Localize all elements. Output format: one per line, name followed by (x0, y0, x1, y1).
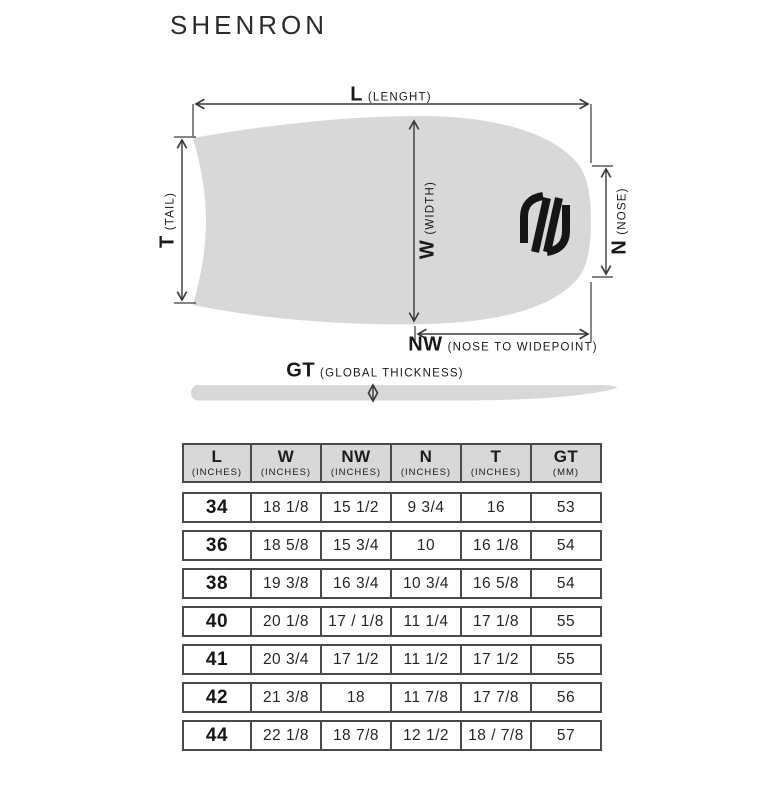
size-cell: 9 3/4 (392, 492, 462, 523)
column-unit: (INCHES) (470, 466, 522, 478)
size-cell: 54 (532, 568, 602, 599)
dim-label-width (417, 181, 440, 259)
size-cell: 55 (532, 644, 602, 675)
size-cell: 38 (182, 568, 252, 599)
size-row-34 (182, 492, 602, 523)
size-cell: 41 (182, 644, 252, 675)
size-row-36 (182, 530, 602, 561)
dim-abbr-width: W (416, 239, 439, 260)
dim-unit-width: (WIDTH) (424, 180, 437, 235)
size-cell: 17 7/8 (462, 682, 532, 713)
size-cell: 11 7/8 (392, 682, 462, 713)
column-unit: (INCHES) (191, 466, 243, 478)
size-cell: 16 5/8 (462, 568, 532, 599)
size-cell: 17 / 1/8 (322, 606, 392, 637)
size-cell: 11 1/2 (392, 644, 462, 675)
size-cell: 16 3/4 (322, 568, 392, 599)
board-outline (193, 116, 591, 324)
size-cell: 34 (182, 492, 252, 523)
dim-label-tail (157, 192, 180, 248)
size-cell: 11 1/4 (392, 606, 462, 637)
column-abbr: N (419, 447, 433, 467)
column-unit: (INCHES) (330, 466, 382, 478)
size-cell: 36 (182, 530, 252, 561)
size-cell: 42 (182, 682, 252, 713)
column-header-NW (322, 443, 392, 483)
size-cell: 18 / 7/8 (462, 720, 532, 751)
size-cell: 15 3/4 (322, 530, 392, 561)
size-cell: 17 1/2 (462, 644, 532, 675)
size-row-44 (182, 720, 602, 751)
dim-label-nose-to-widepoint (408, 334, 598, 357)
size-cell: 57 (532, 720, 602, 751)
column-unit: (INCHES) (260, 466, 312, 478)
size-cell: 10 3/4 (392, 568, 462, 599)
size-cell: 19 3/8 (252, 568, 322, 599)
board-profile (191, 385, 617, 401)
size-cell: 12 1/2 (392, 720, 462, 751)
size-row-40 (182, 606, 602, 637)
size-cell: 21 3/8 (252, 682, 322, 713)
size-cell: 17 1/2 (322, 644, 392, 675)
dim-label-global-thickness (286, 360, 463, 383)
column-abbr: GT (553, 447, 579, 467)
column-abbr: L (211, 447, 223, 467)
dim-abbr-nose-to-widepoint: NW (408, 333, 443, 356)
dim-unit-tail: (TAIL) (164, 191, 177, 231)
size-cell: 40 (182, 606, 252, 637)
column-header-L (182, 443, 252, 483)
column-header-W (252, 443, 322, 483)
column-header-N (392, 443, 462, 483)
column-header-T (462, 443, 532, 483)
column-abbr: NW (341, 447, 371, 467)
size-cell: 18 7/8 (322, 720, 392, 751)
size-table-header-row (182, 443, 602, 483)
dim-label-nose (609, 187, 632, 254)
column-unit: (INCHES) (400, 466, 452, 478)
size-row-38 (182, 568, 602, 599)
dim-abbr-global-thickness: GT (286, 359, 316, 382)
size-cell: 18 (322, 682, 392, 713)
size-cell: 44 (182, 720, 252, 751)
size-cell: 10 (392, 530, 462, 561)
dim-unit-nose: (NOSE) (616, 187, 629, 235)
column-unit: (MM) (552, 466, 580, 478)
size-table (182, 443, 602, 758)
size-cell: 15 1/2 (322, 492, 392, 523)
size-cell: 18 1/8 (252, 492, 322, 523)
size-row-41 (182, 644, 602, 675)
size-cell: 16 1/8 (462, 530, 532, 561)
dim-label-length (350, 84, 432, 107)
size-cell: 20 3/4 (252, 644, 322, 675)
size-cell: 56 (532, 682, 602, 713)
product-title: SHENRON (170, 10, 329, 40)
size-row-42 (182, 682, 602, 713)
column-abbr: T (490, 447, 502, 467)
column-header-GT (532, 443, 602, 483)
dim-unit-global-thickness: (GLOBAL THICKNESS) (320, 367, 464, 380)
size-cell: 55 (532, 606, 602, 637)
dim-unit-nose-to-widepoint: (NOSE TO WIDEPOINT) (447, 341, 598, 354)
dim-abbr-nose: N (608, 239, 631, 255)
size-cell: 18 5/8 (252, 530, 322, 561)
column-abbr: W (277, 447, 295, 467)
dim-abbr-tail: T (156, 235, 179, 249)
size-cell: 53 (532, 492, 602, 523)
size-cell: 54 (532, 530, 602, 561)
size-cell: 16 (462, 492, 532, 523)
size-cell: 17 1/8 (462, 606, 532, 637)
dim-unit-length: (LENGHT) (367, 91, 432, 104)
size-cell: 22 1/8 (252, 720, 322, 751)
size-cell: 20 1/8 (252, 606, 322, 637)
dim-abbr-length: L (350, 83, 363, 106)
